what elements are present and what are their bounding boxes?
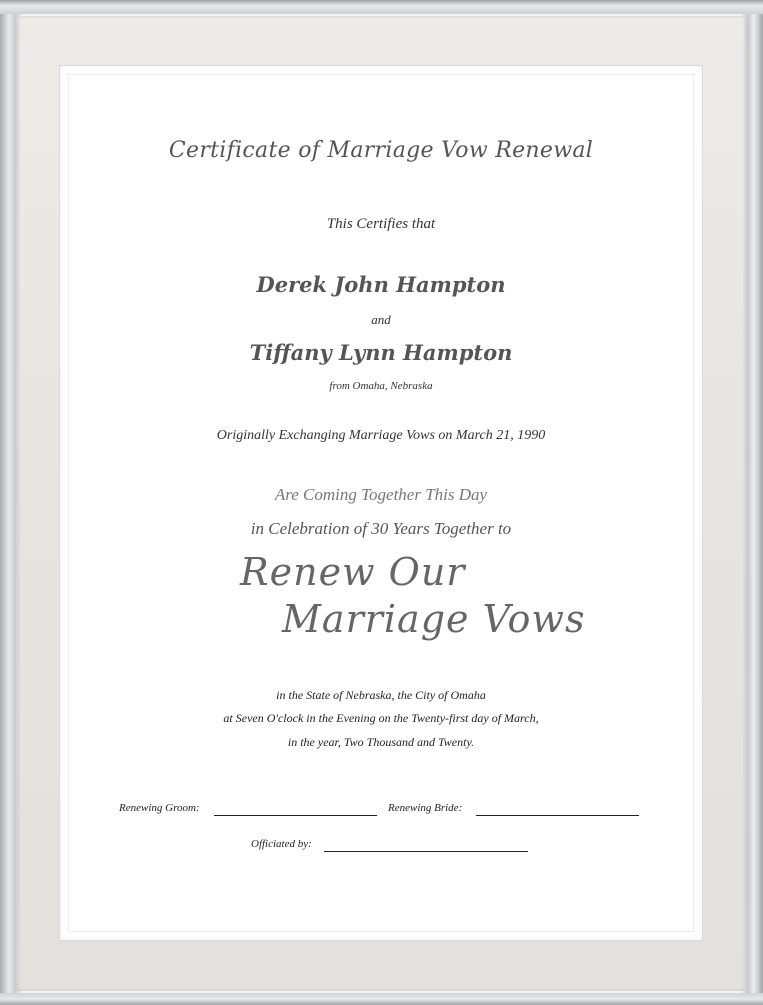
location-line-2: at Seven O'clock in the Evening on the Twenty-first day of March,: [223, 711, 539, 725]
location-line-3: in the year, Two Thousand and Twenty.: [287, 735, 475, 749]
groom-name: Derek John Hampton: [256, 272, 506, 297]
coming-together-text: Are Coming Together This Day: [274, 485, 488, 504]
frame-top-edge: [0, 0, 763, 14]
groom-signature-label: Renewing Groom:: [119, 802, 200, 814]
certificate-title: Certificate of Marriage Vow Renewal: [168, 138, 594, 163]
groom-signature-line[interactable]: [214, 815, 377, 816]
celebration-text: in Celebration of 30 Years Together to: [250, 519, 512, 538]
bride-name: Tiffany Lynn Hampton: [249, 340, 513, 365]
headline-line-1: Renew Our: [240, 550, 466, 594]
officiant-signature-label: Officiated by:: [251, 838, 312, 850]
location-line-1: in the State of Nebraska, the City of Omaha: [276, 688, 486, 702]
officiant-signature-line[interactable]: [324, 851, 528, 852]
certifies-text: This Certifies that: [326, 216, 436, 232]
and-text: and: [371, 312, 391, 327]
headline-line-2: Marriage Vows: [282, 597, 586, 641]
hometown-text: from Omaha, Nebraska: [329, 380, 433, 392]
frame-bottom-edge: [0, 993, 763, 1005]
original-wedding-text: Originally Exchanging Marriage Vows on March 21, 1990: [216, 428, 546, 443]
bride-signature-label: Renewing Bride:: [388, 802, 463, 814]
bride-signature-line[interactable]: [476, 815, 639, 816]
